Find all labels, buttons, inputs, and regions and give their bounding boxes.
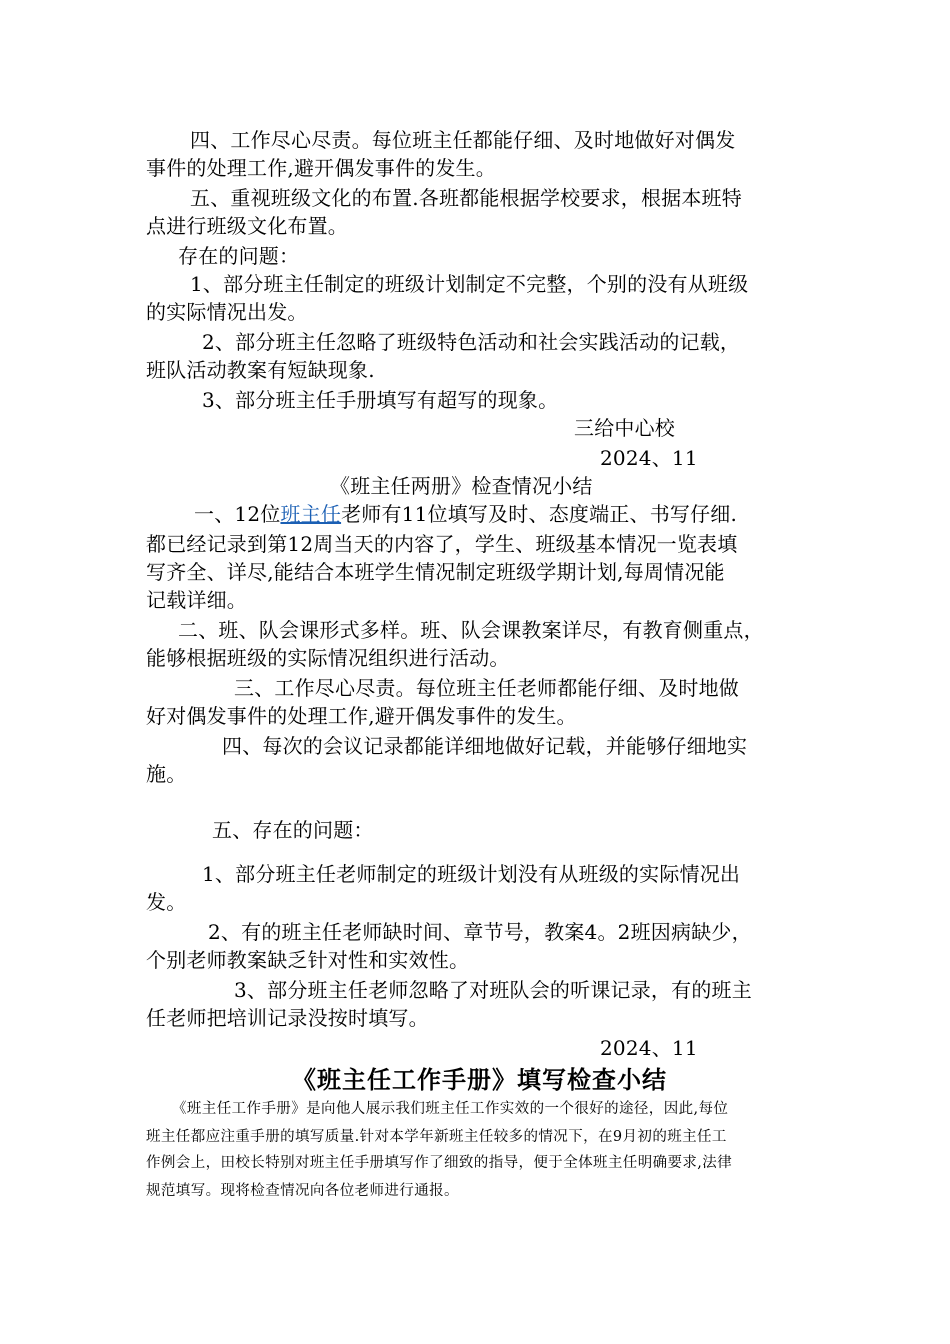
s2-paragraph-2-line-2: 能够根据班级的实际情况组织进行活动。	[146, 646, 510, 670]
s2-problem-2-line-2: 个别老师教案缺乏针对性和实效性。	[146, 948, 470, 972]
paragraph-5-line-1: 五、重视班级文化的布置.各班都能根据学校要求，根据本班特	[190, 186, 742, 210]
s2-paragraph-1-prefix: 一、12位	[194, 502, 281, 526]
s2-problem-3-line-2: 任老师把培训记录没按时填写。	[146, 1006, 429, 1030]
section-1-date: 2024、11	[600, 446, 698, 470]
s2-paragraph-3-line-1: 三、工作尽心尽责。每位班主任老师都能仔细、及时地做	[234, 676, 739, 700]
s2-problem-1-line-1: 1、部分班主任老师制定的班级计划没有从班级的实际情况出	[202, 862, 741, 886]
s2-paragraph-1-suffix: 老师有11位填写及时、态度端正、书写仔细.	[341, 502, 738, 526]
problem-1-line-2: 的实际情况出发。	[146, 300, 308, 324]
school-signature: 三给中心校	[574, 416, 675, 440]
s2-paragraph-3-line-2: 好对偶发事件的处理工作,避开偶发事件的发生。	[146, 704, 577, 728]
section-3-title: 《班主任工作手册》填写检查小结	[292, 1066, 667, 1094]
section-2-title: 《班主任两册》检查情况小结	[330, 474, 593, 498]
paragraph-4-line-1: 四、工作尽心尽责。每位班主任都能仔细、及时地做好对偶发	[190, 128, 736, 152]
s2-problem-2-line-1: 2、有的班主任老师缺时间、章节号，教案4。2班因病缺少，	[208, 920, 752, 944]
section-2-date: 2024、11	[600, 1036, 698, 1060]
paragraph-4-line-2: 事件的处理工作,避开偶发事件的发生。	[146, 156, 496, 180]
paragraph-5-line-2: 点进行班级文化布置。	[146, 214, 348, 238]
problem-2-line-2: 班队活动教案有短缺现象.	[146, 358, 375, 382]
problem-1-line-1: 1、部分班主任制定的班级计划制定不完整，个别的没有从班级	[190, 272, 749, 296]
s2-problems-heading: 五、存在的问题：	[212, 818, 374, 842]
s2-paragraph-1-line-4: 记载详细。	[146, 588, 247, 612]
s3-line-2: 班主任都应注重手册的填写质量.针对本学年新班主任较多的情况下，在9月初的班主任工	[146, 1129, 727, 1145]
s2-paragraph-2-line-1: 二、班、队会课形式多样。班、队会课教案详尽，有教育侧重点，	[178, 618, 764, 642]
problem-3-line-1: 3、部分班主任手册填写有超写的现象。	[202, 388, 559, 412]
problem-2-line-1: 2、部分班主任忽略了班级特色活动和社会实践活动的记载，	[202, 330, 741, 354]
s2-problem-1-line-2: 发。	[146, 890, 187, 914]
head-teacher-link[interactable]: 班主任	[280, 502, 342, 526]
s3-line-3: 作例会上，田校长特别对班主任手册填写作了细致的指导，便于全体班主任明确要求,法律	[146, 1155, 733, 1171]
s2-paragraph-1-line-2: 都已经记录到第12周当天的内容了，学生、班级基本情况一览表填	[146, 532, 738, 556]
s2-paragraph-4-line-2: 施。	[146, 762, 187, 786]
s2-paragraph-1-line-1	[194, 500, 737, 528]
s3-line-4: 规范填写。现将检查情况向各位老师进行通报。	[146, 1183, 459, 1199]
s2-paragraph-1-line-3: 写齐全、详尽,能结合本班学生情况制定班级学期计划,每周情况能	[146, 560, 725, 584]
s3-line-1: 《班主任工作手册》是向他人展示我们班主任工作实效的一个很好的途径，因此,每位	[172, 1101, 729, 1117]
s2-paragraph-4-line-1: 四、每次的会议记录都能详细地做好记载，并能够仔细地实	[222, 734, 748, 758]
s2-problem-3-line-1: 3、部分班主任老师忽略了对班队会的听课记录，有的班主	[234, 978, 752, 1002]
problems-heading: 存在的问题：	[178, 244, 300, 268]
